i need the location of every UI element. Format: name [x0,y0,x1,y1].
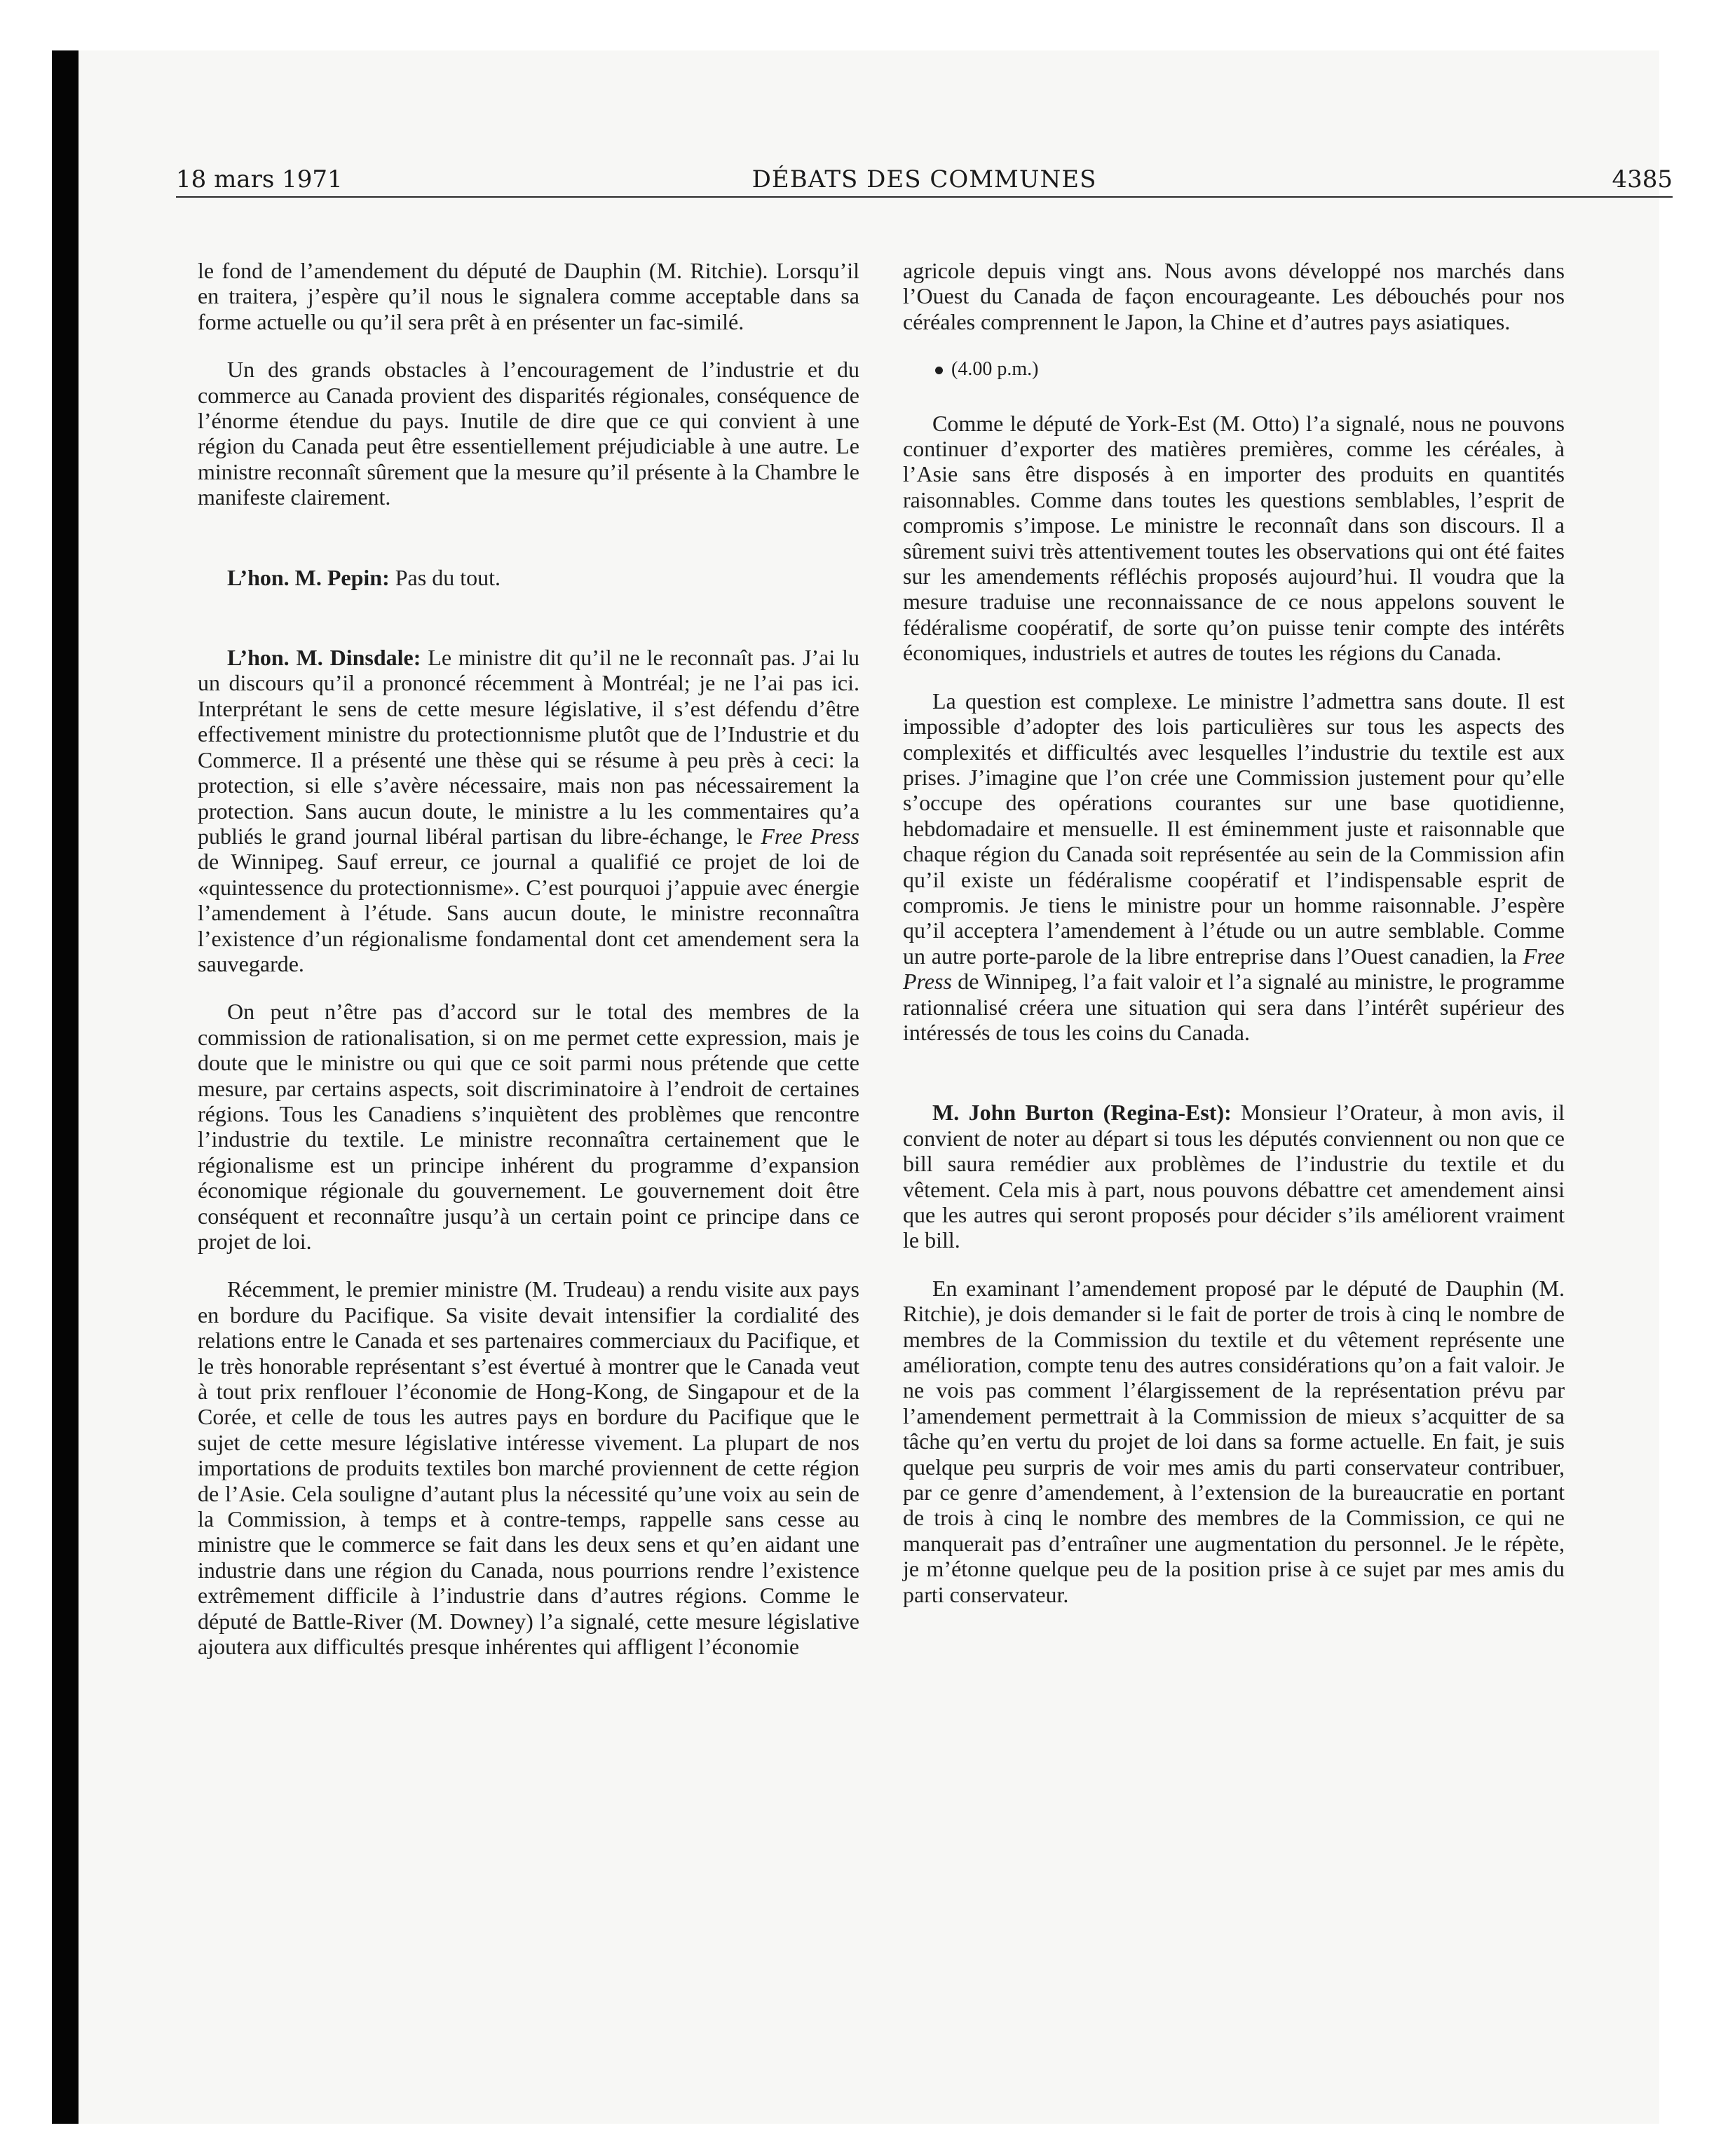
speaker-name: M. John Burton (Regina-Est): [932,1100,1232,1126]
speech-burton [903,1100,1565,1253]
header-title: DÉBATS DES COMMUNES [751,165,1097,193]
time-marker [903,357,1565,382]
speech-text: Monsieur l’Orateur, à mon avis, il convient de noter au départ si tous les députés conviennent ou non que ce bill saura remédier aux problèmes de l’industrie du textile et du vêtement. Cela mis à part, nous pouvons débattre cet amendement ainsi que les autres qui seront proposés pour décider s’ils améliorent vraiment le bill. [903,1100,1565,1253]
speech-text: Le ministre dit qu’il ne le reconnaît pas. J’ai lu un discours qu’il a prononcé récemment à Montréal; je ne l’ai pas ici. Interprétant le sens de cette mesure législative, il s’est défendu d’être effectivement ministre du protectionnisme plutôt que de l’Industrie et du Commerce. Il a présenté une thèse qui se résume à peu près à ceci: la protection, si elle s’avère nécessaire, mais non pas nécessairement la protection. Sans aucun doute, le ministre a lu les commentaires qu’a publiés le grand journal libéral partisan du libre-échange, le [198,645,860,849]
newspaper-name: Free Press [761,823,860,849]
time-text: (4.00 p.m.) [951,358,1039,381]
paragraph: Récemment, le premier ministre (M. Trudeau) a rendu visite aux pays en bordure du Pacifique. Sa visite devait intensifier la cordialité des relations entre le Canada et ses partenaires commerciaux du Pacifique, et le très honorable représentant s’est évertué à montrer que le Canada veut à tout prix renflouer l’économie de Hong-Kong, de Singapour et de la Corée, et celle de tous les autres pays en bordure du Pacifique que le sujet de cette mesure législative intéresse vivement. La plupart de nos importations de produits textiles bon marché proviennent de cette région de l’Asie. Cela souligne d’autant plus la nécessité qu’une voix au sein de la Commission, à temps et à contre-temps, rappelle sans cesse au ministre que le commerce se fait dans les deux sens et qu’en aidant une industrie dans une région du Canada, nous pourrions rendre l’existence extrêmement difficile à l’industrie dans d’autres régions. Comme le député de Battle-River (M. Downey) l’a signalé, cette mesure législative ajoutera aux difficultés presque inhérentes qui affligent l’économie [198,1276,859,1660]
bullet-icon [935,367,943,374]
speech-pepin [198,565,859,590]
scan-edge [52,50,79,2124]
page-header [176,163,1673,199]
paragraph [903,688,1565,1046]
right-column [903,258,1565,1630]
header-page-number: 4385 [1612,165,1673,193]
speaker-name: L’hon. M. Pepin: [227,564,390,590]
paragraph-text: La question est complexe. Le ministre l’admettra sans doute. Il est impossible d’adopter des lois particulières sur tous les aspects des complexités et difficultés avec lesquelles l’industrie du textile est aux prises. J’imagine que l’on crée une Commission justement pour qu’elle s’occupe des opérations courantes sur une base quotidienne, hebdomadaire et mensuelle. Il est éminemment juste et raisonnable que chaque région du Canada soit représentée au sein de la Commission afin qu’il existe un fédéralisme coopératif et l’indispensable esprit de compromis. Je tiens le ministre pour un homme raisonnable. J’espère qu’il acceptera l’amendement à l’étude ou un autre semblable. Comme un autre porte-parole de la libre entreprise dans l’Ouest canadien, la [903,688,1565,969]
speech-text: Pas du tout. [395,564,501,590]
speaker-name: L’hon. M. Dinsdale: [227,645,421,671]
paragraph: Un des grands obstacles à l’encouragement de l’industrie et du commerce au Canada provient des disparités régionales, conséquence de l’énorme étendue du pays. Inutile de dire que ce qui convient à une région du Canada peut être essentiellement préjudiciable à une autre. Le ministre reconnaît sûrement que la mesure qu’il présente à la Chambre le manifeste clairement. [198,357,859,510]
paragraph: Comme le député de York-Est (M. Otto) l’a signalé, nous ne pouvons continuer d’exporter des matières premières, comme les céréales, à l’Asie sans être disposés à en importer des produits en quantités raisonnables. Comme dans toutes les questions semblables, l’esprit de compromis s’impose. Le ministre le reconnaît dans son discours. Il a sûrement suivi très attentivement toutes les observations qui ont été faites sur les amendements réfléchis proposés aujourd’hui. Il voudra que la mesure traduise une reconnaissance de ce nous appelons souvent le fédéralisme coopératif, de sorte qu’on puisse tenir compte des intérêts économiques, industriels et autres de toutes les régions du Canada. [903,410,1565,666]
speech-text: de Winnipeg. Sauf erreur, ce journal a qualifié ce projet de loi de «quintessence du protectionnisme». C’est pourquoi j’appuie avec énergie l’amendement à l’étude. Sans aucun doute, le ministre reconnaîtra l’existence d’un régionalisme fondamental dont cet amendement sera la sauvegarde. [198,849,859,976]
header-rule [176,196,1673,198]
paragraph: agricole depuis vingt ans. Nous avons développé nos marchés dans l’Ouest du Canada de façon encourageante. Les débouchés pour nos céréales comprennent le Japon, la Chine et d’autres pays asiatiques. [903,258,1565,334]
left-column [198,258,859,1682]
header-date: 18 mars 1971 [176,165,343,193]
paragraph: En examinant l’amendement proposé par le député de Dauphin (M. Ritchie), je dois demander si le fait de porter de trois à cinq le nombre de membres de la Commission du textile et du vêtement représente une amélioration, compte tenu des autres considérations qu’on a fait valoir. Je ne vois pas comment l’élargissement de la représentation prévu par l’amendement permettrait à la Commission de mieux s’acquitter de sa tâche qu’en vertu du projet de loi dans sa forme actuelle. En fait, je suis quelque peu surpris de voir mes amis du parti conservateur contribuer, par ce genre d’amendement, à l’extension de la bureaucratie en portant de trois à cinq le nombre des membres de la Commission, ce qui ne manquerait pas d’entraîner une augmentation du personnel. Je le répète, je m’étonne quelque peu de la position prise à ce sujet par mes amis du parti conservateur. [903,1275,1565,1607]
newspaper-name: Free Press [903,943,1565,995]
paragraph: le fond de l’amendement du député de Dauphin (M. Ritchie). Lorsqu’il en traitera, j’espère qu’il nous le signalera comme acceptable dans sa forme actuelle ou qu’il sera prêt à en présenter un fac-similé. [198,258,859,334]
paragraph-text: de Winnipeg, l’a fait valoir et l’a signalé au ministre, le programme rationnalisé créera une situation qui sera dans l’intérêt supérieur des intéressés de tous les coins du Canada. [903,969,1565,1045]
speech-dinsdale [198,645,859,976]
paragraph: On peut n’être pas d’accord sur le total des membres de la commission de rationalisation, si on me permet cette expression, mais je doute que le ministre ou qui que ce soit parmi nous prétende que cette mesure, par certains aspects, soit discriminatoire à l’endroit de certaines régions. Tous les Canadiens s’inquiètent des problèmes que rencontre l’industrie du textile. Le ministre reconnaîtra certainement que le régionalisme est un principe inhérent du programme d’expansion économique régionale du gouvernement. Le gouvernement doit être conséquent et reconnaître jusqu’à un certain point ce principe dans ce projet de loi. [198,999,859,1254]
